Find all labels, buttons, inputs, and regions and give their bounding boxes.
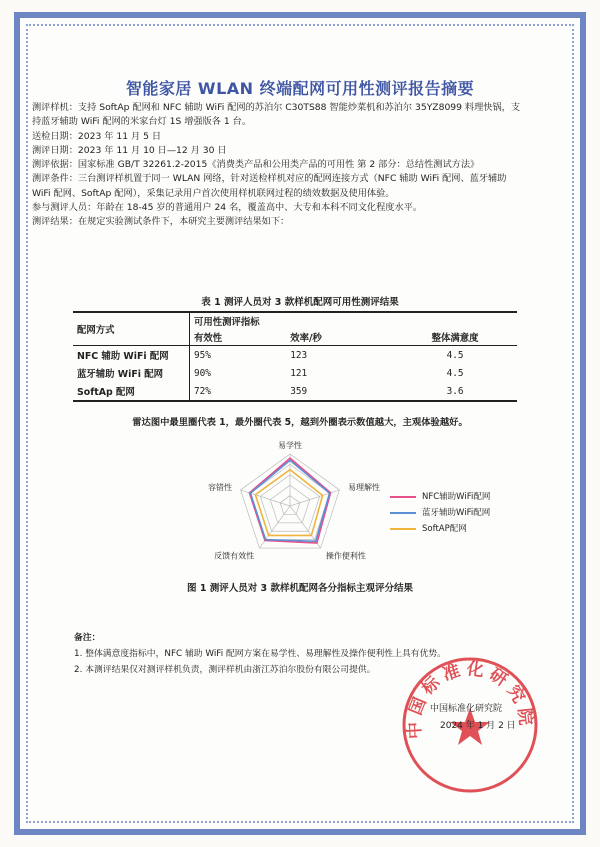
figure-caption: 图 1 测评人员对 3 款样机配网各分指标主观评分结果 <box>187 583 413 594</box>
test-info <box>32 101 524 230</box>
col-satisfaction: 整体满意度 <box>431 333 479 344</box>
legend-item: NFC辅助WiFi配网 <box>390 489 490 505</box>
test-date: 测评日期：2023 年 11 月 10 日—12 月 30 日 <box>32 144 227 156</box>
radar-axis-label: 易学性 <box>278 441 302 450</box>
legend-swatch <box>390 528 416 530</box>
table-row: NFC 辅助 WiFi 配网 95% 123 4.5 <box>73 346 517 365</box>
col-group: 可用性测评指标 <box>194 317 260 328</box>
legend-item: 蓝牙辅助WiFi配网 <box>390 505 490 521</box>
submit-date: 送检日期：2023 年 11 月 5 日 <box>32 130 162 142</box>
radar-axis-label: 易理解性 <box>348 483 381 493</box>
radar-axis-label: 容错性 <box>207 483 232 493</box>
legend-item: SoftAP配网 <box>390 521 490 537</box>
legend-swatch <box>390 496 416 498</box>
col-effectiveness: 有效性 <box>194 333 223 344</box>
radar-note: 雷达图中最里圈代表 1，最外圈代表 5，越到外圈表示数值越大，主观体验越好。 <box>132 417 468 428</box>
note-item: 1. 整体满意度指标中，NFC 辅助 WiFi 配网方案在易学性、易理解性及操作便利性上具有优势。 <box>74 649 446 659</box>
legend-swatch <box>390 512 416 514</box>
radar-axis-label: 反馈有效性 <box>214 551 255 561</box>
participants: 参与测评人员：年龄在 18-45 岁的普通用户 24 名，覆盖高中、大专和本科不同文化程度水平。 <box>32 202 423 214</box>
notes-title: 备注： <box>74 633 101 643</box>
issuing-institution: 中国标准化研究院 <box>430 704 503 714</box>
table-row: SoftAp 配网 72% 359 3.6 <box>73 382 517 401</box>
table-row: 蓝牙辅助 WiFi 配网 90% 121 4.5 <box>73 364 517 382</box>
report-title: 智能家居 WLAN 终端配网可用性测评报告摘要 <box>125 79 475 98</box>
radar-axis-label: 操作便利性 <box>325 551 366 561</box>
table-caption: 表 1 测评人员对 3 款样机配网可用性测评结果 <box>201 297 399 308</box>
results-intro: 测评结果：在规定实验测试条件下，本研究主要测评结果如下： <box>32 216 290 228</box>
col-efficiency: 效率/秒 <box>290 333 322 344</box>
results-table <box>73 311 517 402</box>
svg-text:中国标准化研究院: 中国标准化研究院 <box>404 659 536 740</box>
radar-chart <box>190 438 390 568</box>
col-method: 配网方式 <box>73 312 190 346</box>
issue-date: 2024 年 1 月 2 日 <box>440 721 516 731</box>
test-basis: 测评依据：国家标准 GB/T 32261.2-2015《消费类产品和公用类产品的可用性 第 2 部分：总结性测试方法》 <box>32 159 480 171</box>
sample-info: 测评样机：支持 SoftAp 配网和 NFC 辅助 WiFi 配网的苏泊尔 C30TS88 智能炒菜机和苏泊尔 35YZ8099 料理快锅，支持蓝牙辅助 WiFi 配网的米家台灯 1S 增强版各 1 台。 <box>32 102 521 128</box>
chart-legend <box>390 489 490 537</box>
test-conditions: 测评条件：三台测评样机置于同一 WLAN 网络，针对送检样机对应的配网连接方式（NFC 辅助 WiFi 配网、蓝牙辅助 WiFi 配网、SoftAp 配网），采集记录用户首次使用样机联网过程的绩效数据及使用体验。 <box>32 173 507 199</box>
note-item: 2. 本测评结果仅对测评样机负责，测评样机由浙江苏泊尔股份有限公司提供。 <box>74 665 376 675</box>
